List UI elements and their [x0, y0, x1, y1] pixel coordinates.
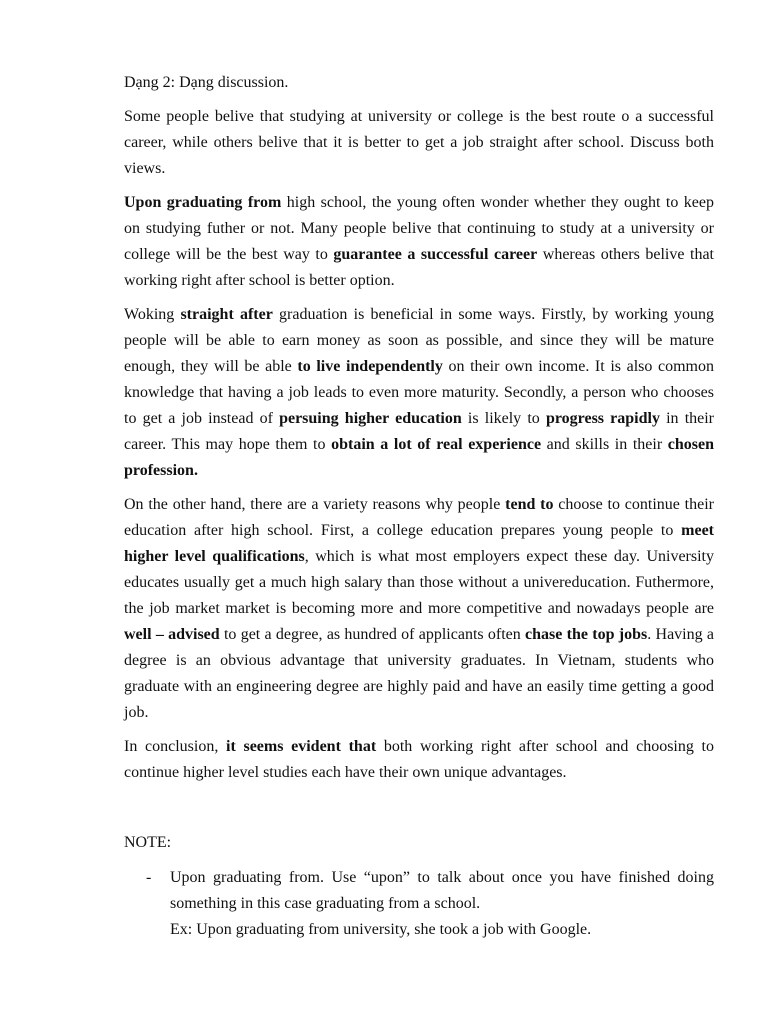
text-run: whereas others belive that working right after school is better option. — [124, 246, 715, 289]
section-heading: Dạng 2: Dạng discussion. — [124, 74, 289, 91]
text-run: In conclusion, — [124, 738, 227, 755]
text-run: choose to continue their education after high school. First, a college education prepares young people to — [124, 496, 714, 539]
text-run: on their own income. It is also common knowledge that having a job leads to even more maturity. Secondly, a person who chooses to get a job instead of — [124, 358, 715, 427]
note-text: Upon graduating from. Use “upon” to talk about once you have finished doing something in this case graduating from a school. — [170, 869, 714, 912]
bold-phrase: progress rapidly — [545, 410, 660, 427]
bold-phrase: to live independently — [297, 358, 443, 375]
bold-phrase: tend to — [505, 496, 554, 513]
text-run: high school, the young often wonder whether they ought to keep on studying futher or not. Many people belive that continuing to study at a university or college will be the best way to — [124, 194, 715, 263]
bold-phrase: well – advised — [124, 626, 220, 643]
note-list-item — [124, 865, 714, 943]
note-example: Ex: Upon graduating from university, she took a job with Google. — [170, 921, 592, 938]
intro-paragraph — [124, 190, 714, 294]
body-paragraph-1 — [124, 302, 714, 484]
document-page — [124, 70, 714, 943]
text-run: is likely to — [461, 410, 546, 427]
bold-phrase: obtain a lot of real experience — [331, 436, 542, 453]
text-run: On the other hand, there are a variety reasons why people — [124, 496, 506, 513]
bold-phrase: it seems evident that — [226, 738, 377, 755]
essay-question: Some people belive that studying at university or college is the best route o a successful career, while others belive that it is better to get a job straight after school. Discuss both views. — [124, 108, 714, 177]
text-run: and skills in their — [541, 436, 668, 453]
text-run: , which is what most employers expect these day. University educates usually get a much high salary than those without a univereducation. Futhermore, the job market market is becoming more and more competitive and nowadays people are — [124, 548, 715, 617]
bold-phrase: guarantee a successful career — [333, 246, 538, 263]
bold-phrase: persuing higher education — [279, 410, 462, 427]
text-run: both working right after school and choosing to continue higher level studies each have their own unique advantages. — [124, 738, 714, 781]
text-run: graduation is beneficial in some ways. Firstly, by working young people will be able to earn money as soon as possible, and since they will be mature enough, they will be able — [124, 306, 715, 375]
bold-phrase: chase the top jobs — [525, 626, 648, 643]
note-label: NOTE: — [124, 834, 172, 851]
text-run: Woking — [124, 306, 181, 323]
text-run: to get a degree, as hundred of applicants often — [219, 626, 526, 643]
bold-phrase: Upon graduating from — [124, 194, 282, 211]
bold-phrase: meet higher level qualifications — [124, 522, 714, 565]
text-run: . Having a degree is an obvious advantage that university graduates. In Vietnam, students who graduate with an engineering degree are highly paid and have an easily time getting a good job. — [124, 626, 714, 721]
body-paragraph-2 — [124, 492, 714, 726]
list-bullet: - — [146, 869, 152, 886]
bold-phrase: straight after — [180, 306, 273, 323]
text-run: in their career. This may hope them to — [124, 410, 715, 453]
bold-phrase: chosen profession. — [124, 436, 715, 479]
conclusion-paragraph — [124, 734, 714, 786]
